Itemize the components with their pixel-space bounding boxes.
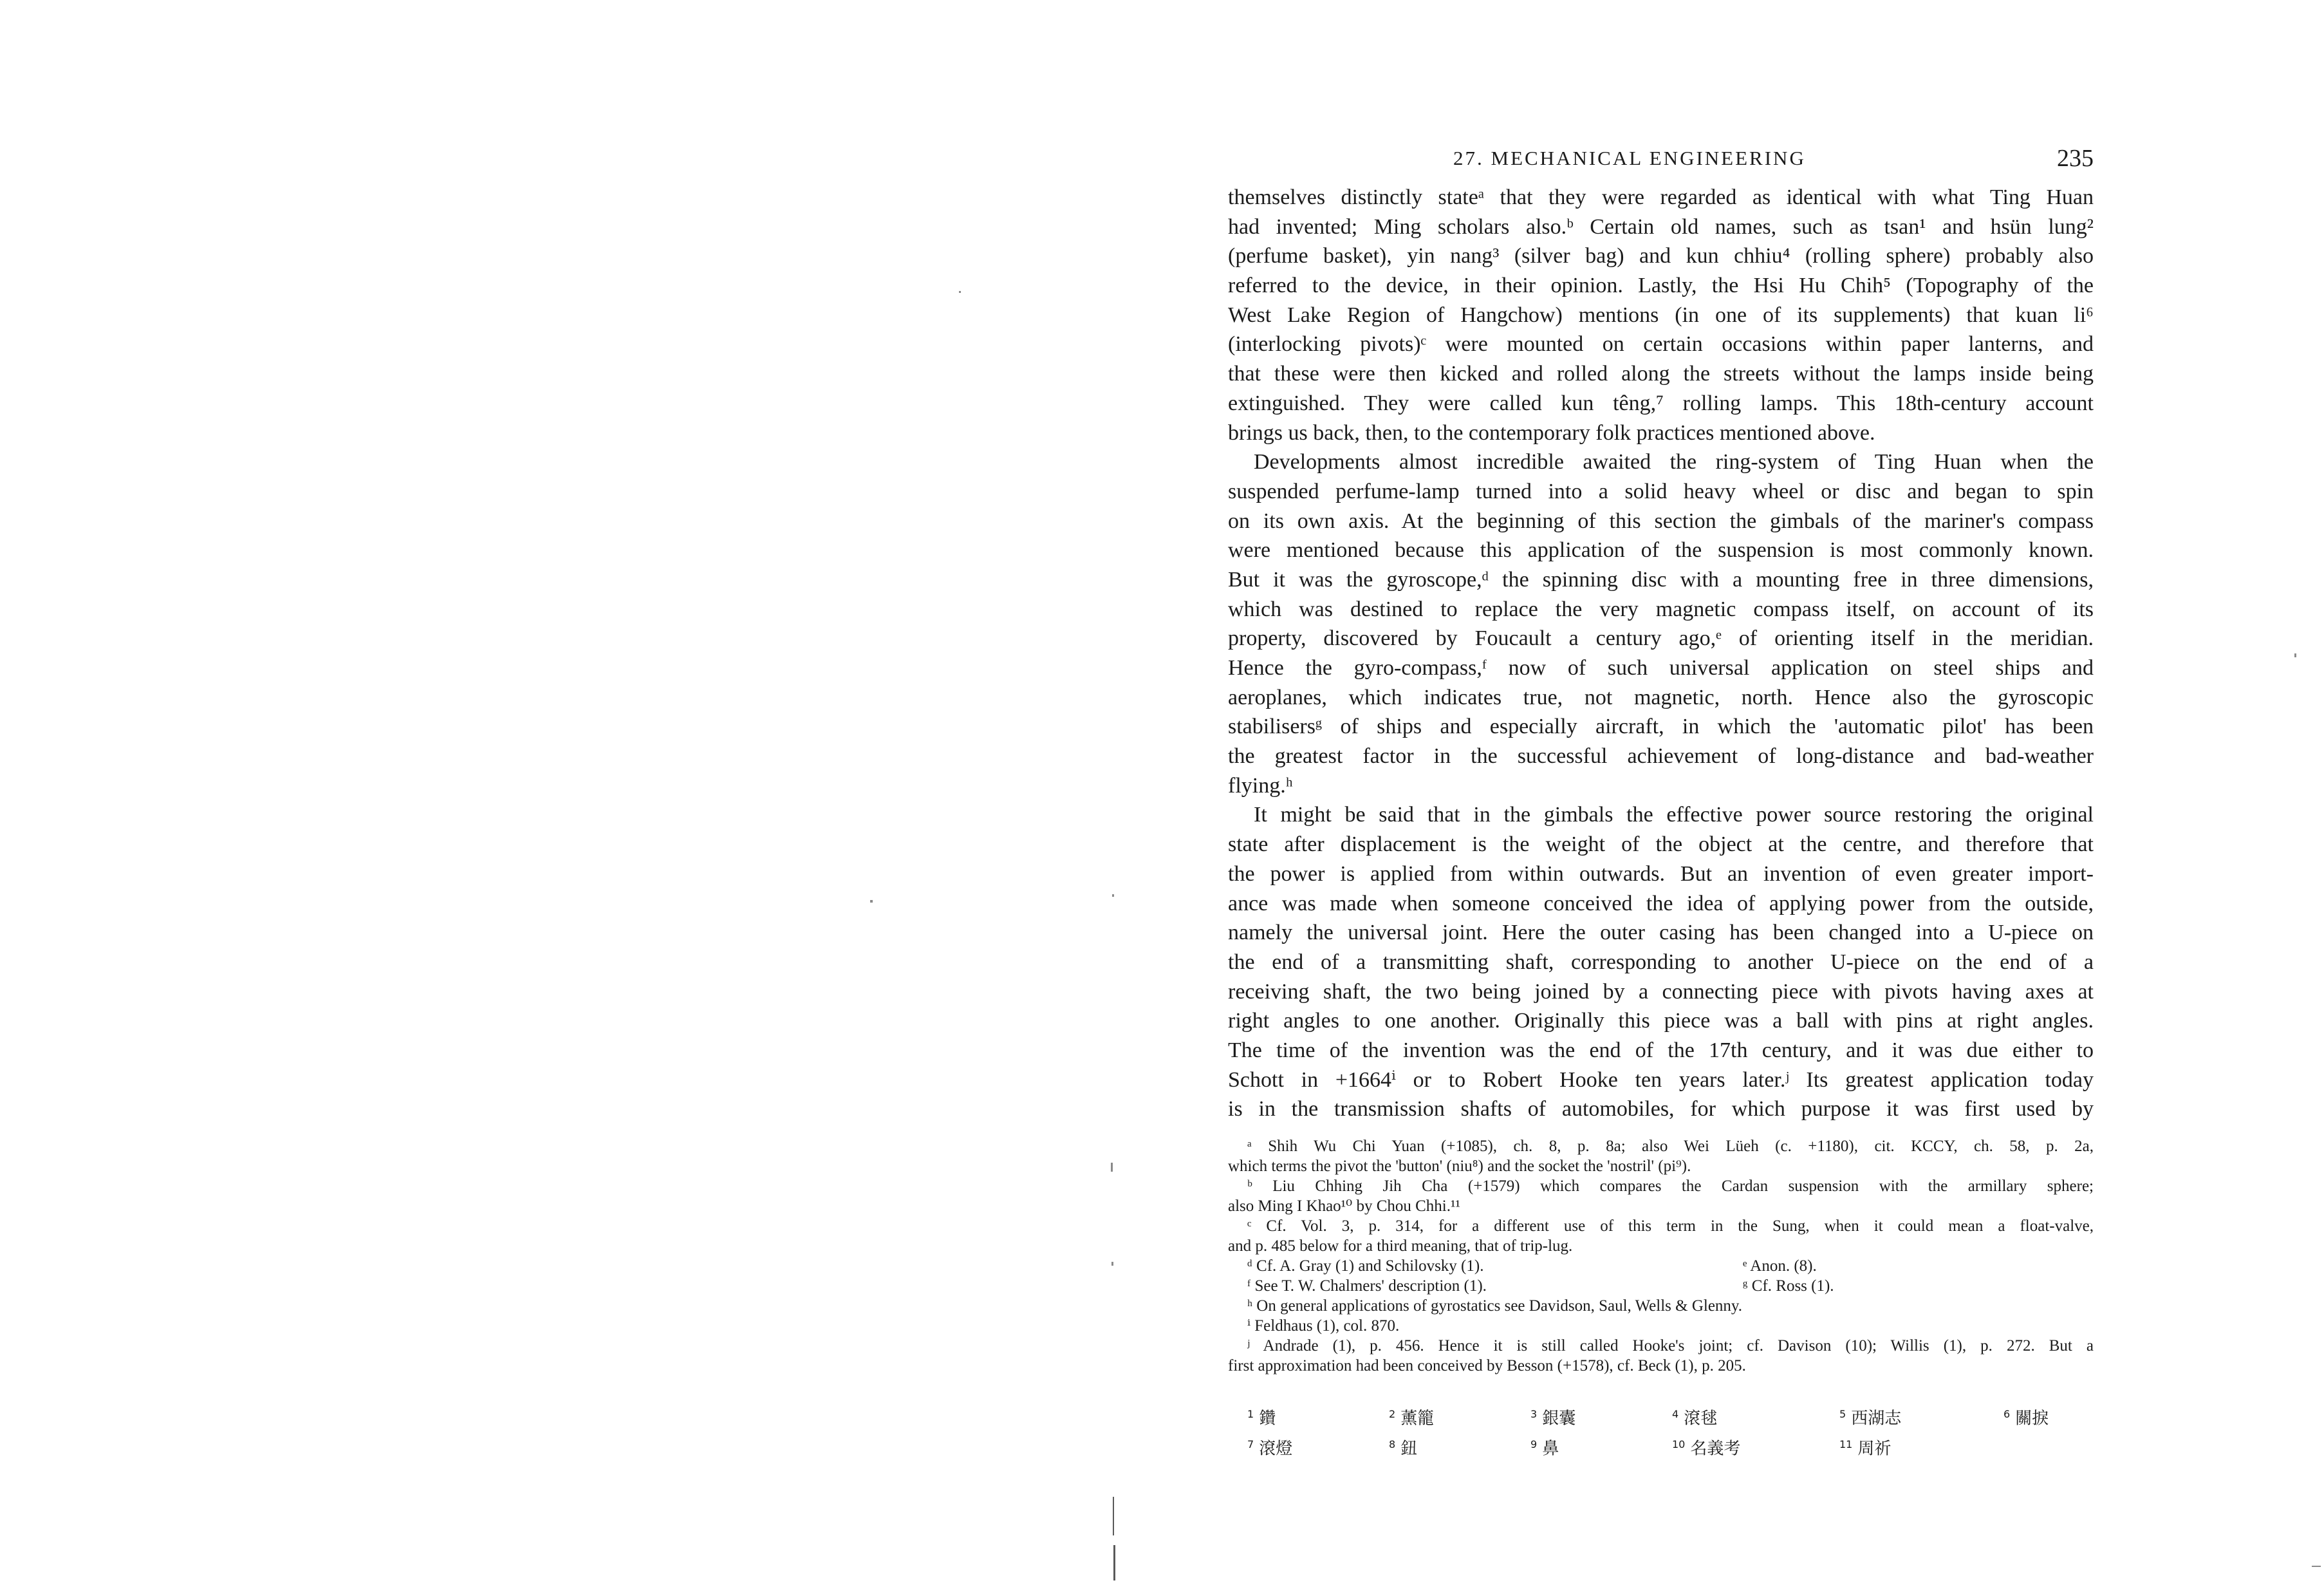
glossary-item: $^2$ 薰籠: [1389, 1408, 1435, 1429]
glossary-item: $^6$ 關捩: [2003, 1408, 2049, 1429]
scan-speck: [959, 291, 961, 293]
text-line: referred to the device, in their opinion. Lastly, the Hsi Hu Chih⁵ (Topography of the: [1228, 274, 2094, 298]
footnote-b-cont: also Ming I Khao¹⁰ by Chou Chhi.¹¹: [1228, 1197, 1460, 1215]
text-line: Developments almost incredible awaited the ring-system of Ting Huan when the: [1254, 450, 2094, 474]
text-line: which was destined to replace the very magnetic compass itself, on account of its: [1228, 597, 2094, 621]
scan-speck: [1112, 894, 1114, 897]
text-line: flying.ʰ: [1228, 773, 1293, 798]
glossary-item: $^5$ 西湖志: [1839, 1408, 1902, 1429]
footnotes: [1228, 1136, 2094, 1376]
footnote-j: ʲ Andrade (1), p. 456. Hence it is still called Hooke's joint; cf. Davison (10); Willis (1), p. 272. But a: [1247, 1337, 2094, 1355]
footnote-j-cont: first approximation had been conceived by Besson (+1578), cf. Beck (1), p. 205.: [1228, 1357, 1746, 1374]
gutter-line: [1113, 1497, 1114, 1535]
footnote-e: ᵉ Anon. (8).: [1743, 1257, 1817, 1275]
text-line: brings us back, then, to the contemporary folk practices mentioned above.: [1228, 420, 1875, 445]
footnote-g: ᵍ Cf. Ross (1).: [1743, 1277, 1834, 1295]
footnote-a: ᵃ Shih Wu Chi Yuan (+1085), ch. 8, p. 8a; also Wei Lüeh (c. +1180), cit. KCCY, ch. 58, p. 2a,: [1247, 1138, 2094, 1155]
text-line: (perfume basket), yin nang³ (silver bag) and kun chhiu⁴ (rolling sphere) probably also: [1228, 244, 2094, 268]
text-line: stabilisersᵍ of ships and especially aircraft, in which the 'automatic pilot' has been: [1228, 715, 2094, 739]
gutter-line: [1113, 1545, 1115, 1580]
footnote-c: ᶜ Cf. Vol. 3, p. 314, for a different use of this term in the Sung, when it could mean a float-valve,: [1247, 1217, 2094, 1235]
text-line: West Lake Region of Hangchow) mentions (in one of its supplements) that kuan li⁶: [1228, 303, 2094, 327]
text-line: But it was the gyroscope,ᵈ the spinning disc with a mounting free in three dimensions,: [1228, 567, 2094, 592]
text-line: the greatest factor in the successful achievement of long-distance and bad-weather: [1228, 744, 2094, 769]
running-head: 27. MECHANICAL ENGINEERING: [1453, 147, 1806, 169]
text-line: on its own axis. At the beginning of this section the gimbals of the mariner's compass: [1228, 509, 2094, 533]
book-page: [1228, 143, 2094, 1463]
text-line: ance was made when someone conceived the idea of applying power from the outside,: [1228, 891, 2094, 915]
text-line: It might be said that in the gimbals the effective power source restoring the original: [1254, 803, 2094, 827]
text-line: state after displacement is the weight of the object at the centre, and therefore that: [1228, 832, 2094, 857]
page-header: [1228, 143, 2094, 176]
footnote-row-fg: [1228, 1276, 2094, 1296]
text-line: aeroplanes, which indicates true, not magnetic, north. Hence also the gyroscopic: [1228, 685, 2094, 709]
text-line: namely the universal joint. Here the outer casing has been changed into a U-piece on: [1228, 921, 2094, 945]
text-line: Hence the gyro-compass,ᶠ now of such universal application on steel ships and: [1228, 656, 2094, 680]
scan-speck: [1111, 1163, 1113, 1172]
main-text: [1228, 183, 2094, 1124]
text-line: extinguished. They were called kun têng,⁷ rolling lamps. This 18th-century account: [1228, 391, 2094, 415]
chinese-glossary: [1247, 1403, 2097, 1459]
glossary-item: $^3$ 銀囊: [1530, 1408, 1576, 1429]
text-line: suspended perfume-lamp turned into a solid heavy wheel or disc and began to spin: [1228, 479, 2094, 503]
footnote-c-cont: and p. 485 below for a third meaning, that of trip-lug.: [1228, 1237, 1573, 1255]
scan-speck: [2294, 653, 2296, 657]
glossary-item: $^{11}$ 周祈: [1839, 1438, 1892, 1459]
page-number: 235: [2057, 145, 2094, 172]
footnote-d: ᵈ Cf. A. Gray (1) and Schilovsky (1).: [1247, 1257, 1484, 1275]
scan-speck: [2312, 1566, 2321, 1567]
footnote-i: ⁱ Feldhaus (1), col. 870.: [1247, 1317, 1400, 1335]
footnote-a-cont: which terms the pivot the 'button' (niu⁸) and the socket the 'nostril' (pi⁹).: [1228, 1158, 1691, 1175]
text-line: right angles to one another. Originally this piece was a ball with pins at right angles.: [1228, 1009, 2094, 1033]
footnote-row-de: [1228, 1256, 2094, 1276]
scan-speck: [1111, 1262, 1113, 1266]
text-line: property, discovered by Foucault a century ago,ᵉ of orienting itself in the meridian.: [1228, 626, 2094, 651]
footnote-b: ᵇ Liu Chhing Jih Cha (+1579) which compares the Cardan suspension with the armillary sphere;: [1247, 1177, 2094, 1195]
text-line: the power is applied from within outwards. But an invention of even greater import-: [1228, 861, 2094, 886]
text-line: that these were then kicked and rolled along the streets without the lamps inside being: [1228, 362, 2094, 386]
text-line: the end of a transmitting shaft, corresponding to another U-piece on the end of a: [1228, 950, 2094, 974]
glossary-item: $^1$ 鑽: [1247, 1408, 1276, 1429]
text-line: themselves distinctly stateᵃ that they were regarded as identical with what Ting Huan: [1228, 185, 2094, 209]
text-line: is in the transmission shafts of automobiles, for which purpose it was first used by: [1228, 1097, 2094, 1121]
text-line: The time of the invention was the end of the 17th century, and it was due either to: [1228, 1038, 2094, 1062]
footnote-f: ᶠ See T. W. Chalmers' description (1).: [1247, 1277, 1487, 1295]
text-line: receiving shaft, the two being joined by a connecting piece with pivots having axes at: [1228, 979, 2094, 1004]
text-line: (interlocking pivots)ᶜ were mounted on certain occasions within paper lanterns, and: [1228, 332, 2094, 357]
glossary-item: $^{10}$ 名義考: [1672, 1438, 1741, 1459]
scan-speck: [870, 900, 873, 903]
glossary-item: $^8$ 鈕: [1389, 1438, 1418, 1459]
text-line: had invented; Ming scholars also.ᵇ Certain old names, such as tsan¹ and hsün lung²: [1228, 214, 2094, 239]
footnote-h: ʰ On general applications of gyrostatics see Davidson, Saul, Wells & Glenny.: [1247, 1297, 1743, 1315]
text-line: were mentioned because this application of the suspension is most commonly known.: [1228, 538, 2094, 563]
glossary-item: $^7$ 滾燈: [1247, 1438, 1293, 1459]
glossary-item: $^4$ 滾毬: [1672, 1408, 1718, 1429]
glossary-item: $^9$ 鼻: [1530, 1438, 1559, 1459]
text-line: Schott in +1664ⁱ or to Robert Hooke ten years later.ʲ Its greatest application today: [1228, 1067, 2094, 1092]
